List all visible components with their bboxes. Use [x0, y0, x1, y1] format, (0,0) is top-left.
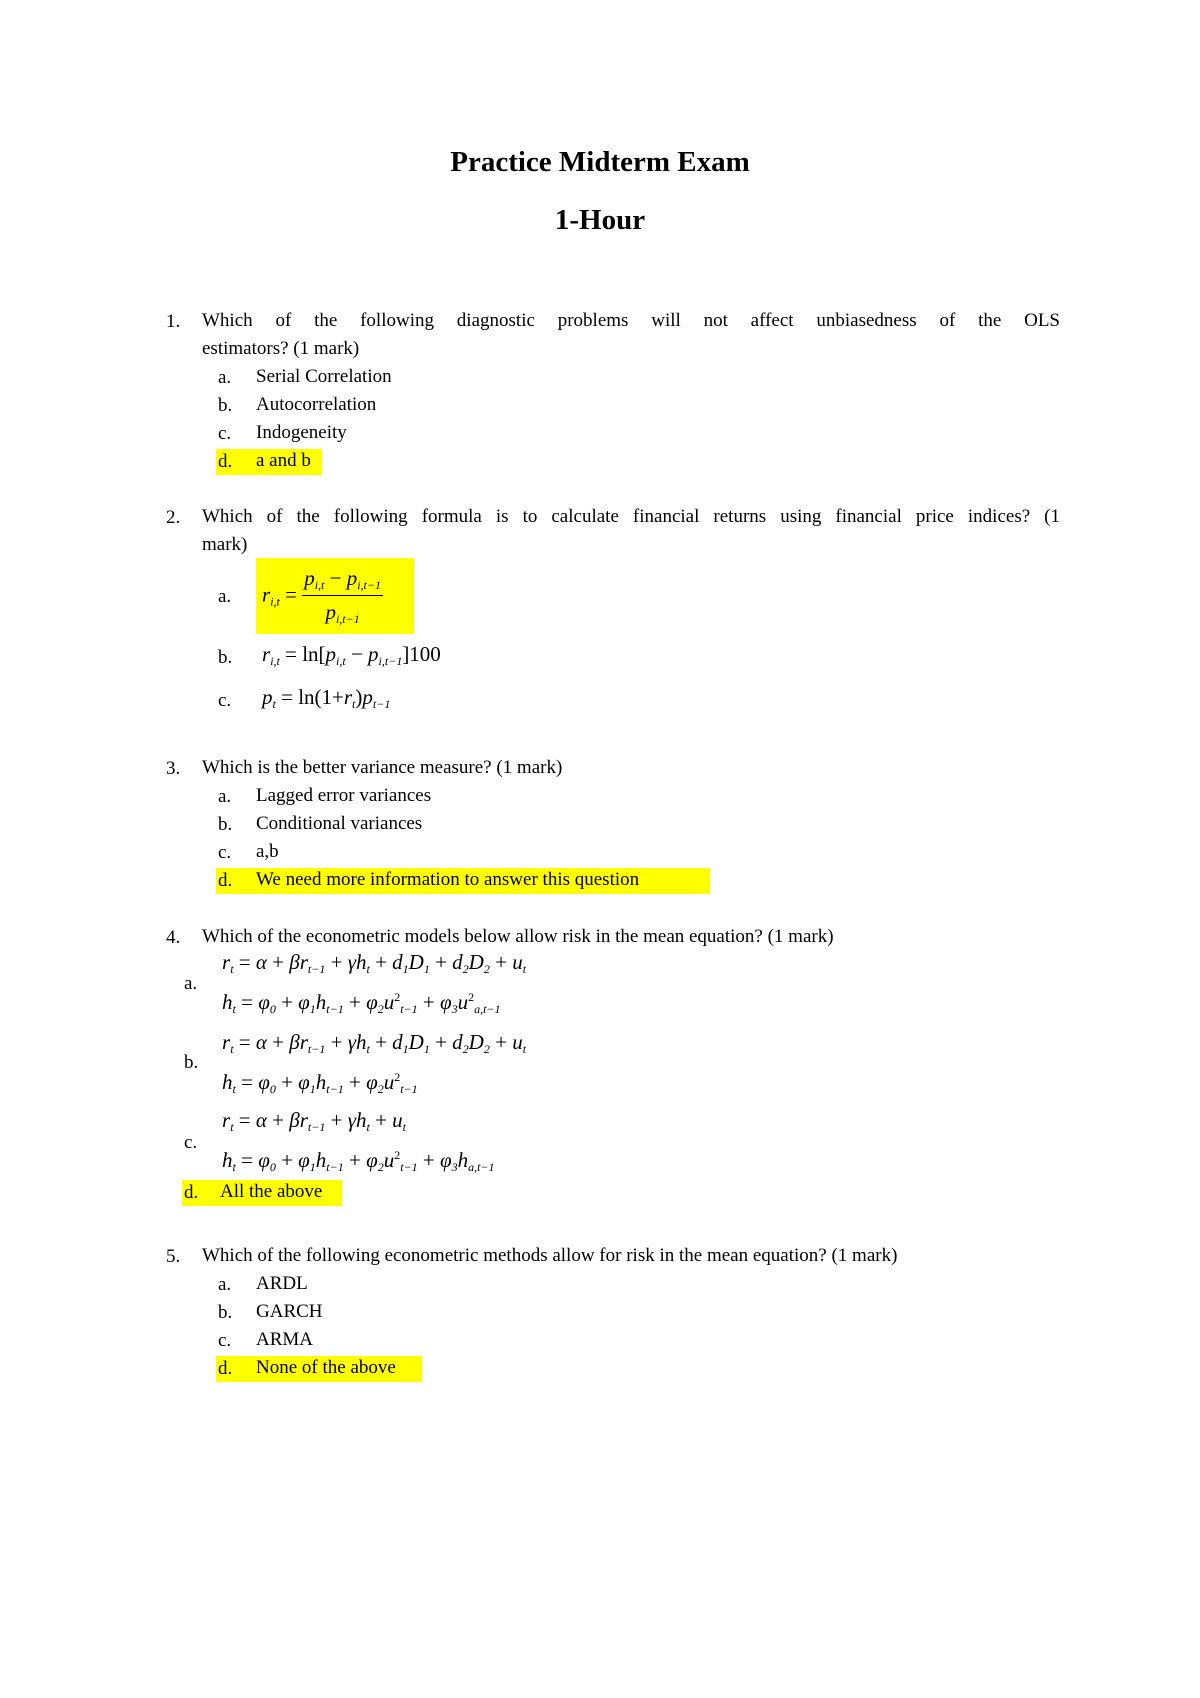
option-label: a.	[218, 1274, 232, 1295]
formula-op: +	[495, 950, 507, 974]
question-text: Which is the better variance measure? (1 mark)	[202, 757, 563, 778]
formula-sub: i,t	[314, 578, 325, 592]
formula-sub: 0	[269, 1082, 276, 1096]
formula-op: +	[330, 1030, 343, 1054]
formula-var: φ	[298, 990, 310, 1014]
formula-var: p	[368, 642, 379, 666]
fraction-numerator	[302, 566, 383, 596]
question-number: 5.	[166, 1246, 181, 1267]
formula-var: p	[304, 566, 315, 590]
formula-var: φ	[366, 990, 378, 1014]
formula-var: d	[392, 1030, 403, 1054]
formula-var: γ	[347, 950, 356, 974]
model-c-variance-equation	[222, 1148, 495, 1175]
formula-op: +	[375, 1108, 387, 1132]
formula-var: r	[343, 685, 353, 709]
formula-sub: 2	[483, 962, 490, 976]
formula-sub: i,t−1	[335, 612, 360, 626]
option-label: c.	[184, 1132, 198, 1153]
formula-var: r	[262, 582, 271, 607]
formula-var: h	[222, 990, 233, 1014]
formula-fraction	[302, 566, 383, 627]
formula-op: +	[272, 950, 284, 974]
option-text: None of the above	[256, 1357, 396, 1378]
formula-var: r	[222, 1030, 231, 1054]
option-text: Indogeneity	[256, 422, 347, 443]
formula-var: h	[315, 1148, 327, 1172]
option-label: d.	[184, 1182, 199, 1203]
formula-sub: t	[232, 1160, 236, 1174]
formula-var: r	[299, 1030, 308, 1054]
formula-op: +	[281, 1148, 293, 1172]
formula-sub: 0	[269, 1160, 276, 1174]
formula-var: u	[383, 1070, 395, 1094]
formula-op: =	[241, 1070, 253, 1094]
option-label: c.	[218, 842, 232, 863]
formula-sub: t	[232, 1082, 236, 1096]
formula-sub: t	[522, 962, 527, 976]
formula-sub: t	[366, 1120, 370, 1134]
question-text: Which of the following econometric methods allow for risk in the mean equation? (1 mark)	[202, 1245, 898, 1266]
formula-sub: 1	[423, 962, 430, 976]
formula-var: r	[299, 950, 308, 974]
formula-sub: t−1	[307, 1042, 326, 1056]
formula-sub: 1	[402, 962, 409, 976]
fraction-denominator	[302, 596, 383, 627]
formula-var: p	[325, 600, 336, 624]
formula-sub: 2	[483, 1042, 490, 1056]
model-c-mean-equation	[222, 1108, 406, 1135]
formula-sub: 2	[462, 962, 469, 976]
formula-op: +	[375, 1030, 387, 1054]
formula-tail: ]100	[402, 642, 441, 666]
formula-var: h	[355, 950, 367, 974]
model-a-mean-equation	[222, 950, 526, 977]
question-text-line: estimators? (1 mark)	[202, 338, 360, 359]
formula-sub: t	[402, 1120, 406, 1134]
formula-var: α	[255, 1030, 267, 1054]
formula-sup: 2	[394, 1070, 401, 1084]
formula-op: +	[332, 685, 344, 709]
formula-var: D	[408, 950, 424, 974]
formula-op: +	[272, 1108, 284, 1132]
formula-sub: t−1	[372, 697, 391, 711]
formula-sub: 1	[309, 1082, 316, 1096]
formula-sub: 1	[423, 1042, 430, 1056]
formula-sup: 2	[468, 990, 475, 1004]
formula-sub: i,t−1	[357, 578, 381, 592]
formula-sub: t	[352, 697, 356, 711]
formula-var: D	[468, 950, 484, 974]
question-text: Which of the econometric models below allow risk in the mean equation? (1 mark)	[202, 926, 834, 947]
option-label: c.	[218, 1330, 232, 1351]
formula-op: =	[238, 1030, 251, 1054]
formula-var: γ	[347, 1108, 356, 1132]
formula-sub: t	[232, 1002, 236, 1016]
formula-op: =	[241, 1148, 253, 1172]
formula-var: h	[315, 1070, 327, 1094]
formula-func: ln(1	[298, 685, 333, 709]
option-label: b.	[218, 814, 233, 835]
option-text: GARCH	[256, 1301, 323, 1322]
formula-sub: 2	[462, 1042, 469, 1056]
option-label: b.	[184, 1052, 199, 1073]
formula-op: +	[435, 1030, 447, 1054]
formula-var: u	[457, 990, 469, 1014]
formula-var: d	[392, 950, 403, 974]
option-label: d.	[218, 870, 233, 891]
formula-var: p	[325, 642, 337, 666]
formula-sub: t−1	[326, 1160, 344, 1174]
formula-var: φ	[298, 1070, 310, 1094]
formula-sub: 2	[377, 1160, 384, 1174]
option-text: ARDL	[256, 1273, 308, 1294]
formula-sub: t−1	[326, 1002, 344, 1016]
formula-op: =	[241, 990, 253, 1014]
formula-var: p	[362, 685, 373, 709]
formula-sub: t−1	[400, 1082, 418, 1096]
formula-var: u	[383, 990, 395, 1014]
model-b-mean-equation	[222, 1030, 526, 1057]
formula-op: =	[238, 950, 251, 974]
formula-var: r	[262, 642, 271, 666]
formula-var: β	[289, 1030, 300, 1054]
option-label: a.	[218, 586, 232, 607]
option-text: Lagged error variances	[256, 785, 432, 806]
formula-op: =	[281, 685, 293, 709]
formula-op: −	[329, 566, 342, 590]
formula-op: +	[330, 950, 343, 974]
option-text: We need more information to answer this question	[256, 869, 640, 890]
formula-sub: t	[272, 697, 276, 711]
page-title: Practice Midterm Exam	[450, 146, 750, 178]
question-number: 3.	[166, 758, 181, 779]
formula-var: h	[355, 1030, 367, 1054]
model-a-variance-equation	[222, 990, 501, 1017]
formula-var: φ	[298, 1148, 310, 1172]
formula-sub: t−1	[400, 1002, 418, 1016]
option-text: a and b	[256, 450, 311, 471]
formula-var: u	[392, 1108, 403, 1132]
formula-var: r	[222, 950, 231, 974]
formula-var: α	[255, 950, 267, 974]
formula-var: p	[262, 685, 273, 709]
formula-sub: i,t	[336, 654, 346, 668]
formula-sup: 2	[394, 990, 401, 1004]
question-text-line: Which of the following formula is to calculate financial returns using financial price indices? (1	[202, 506, 1060, 527]
formula-sub: 3	[451, 1160, 458, 1174]
option-label: c.	[218, 423, 232, 444]
question-text-line: mark)	[202, 534, 248, 555]
formula-sup: 2	[394, 1148, 401, 1162]
formula-sub: t−1	[307, 962, 326, 976]
formula-op: +	[422, 990, 435, 1014]
formula-sub: i,t	[270, 654, 280, 668]
formula-var: β	[289, 1108, 300, 1132]
option-label: d.	[218, 451, 233, 472]
formula-sub: 3	[451, 1002, 458, 1016]
option-text: All the above	[220, 1181, 323, 1202]
formula-var: p	[346, 566, 358, 590]
formula-op: +	[348, 990, 361, 1014]
formula-sub: t	[366, 962, 370, 976]
formula-sub: 1	[309, 1160, 316, 1174]
formula-var: φ	[258, 990, 270, 1014]
question-number: 4.	[166, 927, 181, 948]
formula-op: −	[350, 642, 363, 666]
option-label: d.	[218, 1358, 233, 1379]
formula-var: φ	[366, 1070, 378, 1094]
formula-var: γ	[347, 1030, 356, 1054]
formula-var: β	[289, 950, 300, 974]
formula-op: +	[422, 1148, 435, 1172]
formula-func: ln[	[302, 642, 326, 666]
formula-op: +	[375, 950, 387, 974]
formula-sub: t	[230, 962, 234, 976]
formula-var: D	[468, 1030, 484, 1054]
option-label: a.	[218, 786, 232, 807]
formula-op: =	[238, 1108, 251, 1132]
formula-var: u	[512, 950, 523, 974]
question-text-line: Which of the following diagnostic problems will not affect unbiasedness of the OLS	[202, 310, 1060, 331]
formula-sub: t−1	[307, 1120, 326, 1134]
formula-a	[262, 566, 383, 627]
option-label: b.	[218, 1302, 233, 1323]
formula-sub: t	[230, 1042, 234, 1056]
formula-op: +	[281, 1070, 293, 1094]
option-label: b.	[218, 395, 233, 416]
formula-var: d	[452, 1030, 463, 1054]
formula-op: +	[435, 950, 447, 974]
formula-var: φ	[366, 1148, 378, 1172]
formula-sub: i,t−1	[378, 654, 403, 668]
page-subtitle: 1-Hour	[554, 204, 646, 236]
formula-var: h	[355, 1108, 367, 1132]
formula-op: )	[355, 685, 363, 709]
formula-sub: t	[366, 1042, 370, 1056]
formula-var: u	[383, 1148, 395, 1172]
formula-sub: t	[230, 1120, 234, 1134]
formula-sub: t−1	[400, 1160, 418, 1174]
formula-sub: t−1	[326, 1082, 344, 1096]
formula-sub: 2	[377, 1002, 384, 1016]
formula-sub: 1	[402, 1042, 409, 1056]
formula-b	[262, 642, 441, 669]
option-text: a,b	[256, 841, 279, 862]
formula-op: +	[495, 1030, 507, 1054]
formula-op: +	[281, 990, 293, 1014]
option-label: b.	[218, 647, 233, 668]
option-label: a.	[218, 367, 232, 388]
option-label: a.	[184, 973, 198, 994]
formula-var: D	[408, 1030, 424, 1054]
formula-op: =	[285, 582, 297, 607]
question-number: 1.	[166, 311, 181, 332]
formula-sub: i,t	[270, 594, 280, 609]
option-text: ARMA	[256, 1329, 314, 1350]
option-text: Conditional variances	[256, 813, 423, 834]
formula-c	[262, 685, 390, 712]
formula-var: α	[255, 1108, 267, 1132]
formula-var: r	[299, 1108, 308, 1132]
formula-sub: 2	[377, 1082, 384, 1096]
question-number: 2.	[166, 507, 181, 528]
formula-sub: 0	[269, 1002, 276, 1016]
formula-var: u	[512, 1030, 523, 1054]
formula-op: +	[272, 1030, 284, 1054]
formula-op: +	[348, 1148, 361, 1172]
formula-var: h	[222, 1148, 233, 1172]
formula-op: +	[348, 1070, 361, 1094]
formula-op: +	[330, 1108, 343, 1132]
option-label: c.	[218, 690, 232, 711]
formula-sub: a,t−1	[468, 1160, 495, 1174]
formula-var: h	[457, 1148, 469, 1172]
formula-op: =	[285, 642, 297, 666]
formula-var: φ	[258, 1148, 270, 1172]
option-text: Autocorrelation	[256, 394, 377, 415]
formula-sub: t	[522, 1042, 527, 1056]
formula-var: d	[452, 950, 463, 974]
formula-var: φ	[439, 1148, 452, 1172]
model-b-variance-equation	[222, 1070, 418, 1097]
formula-var: h	[315, 990, 327, 1014]
option-text: Serial Correlation	[256, 366, 392, 387]
formula-sub: a,t−1	[474, 1002, 501, 1016]
formula-var: φ	[258, 1070, 270, 1094]
formula-var: h	[222, 1070, 233, 1094]
formula-sub: 1	[309, 1002, 316, 1016]
formula-var: φ	[439, 990, 452, 1014]
formula-var: r	[222, 1108, 231, 1132]
